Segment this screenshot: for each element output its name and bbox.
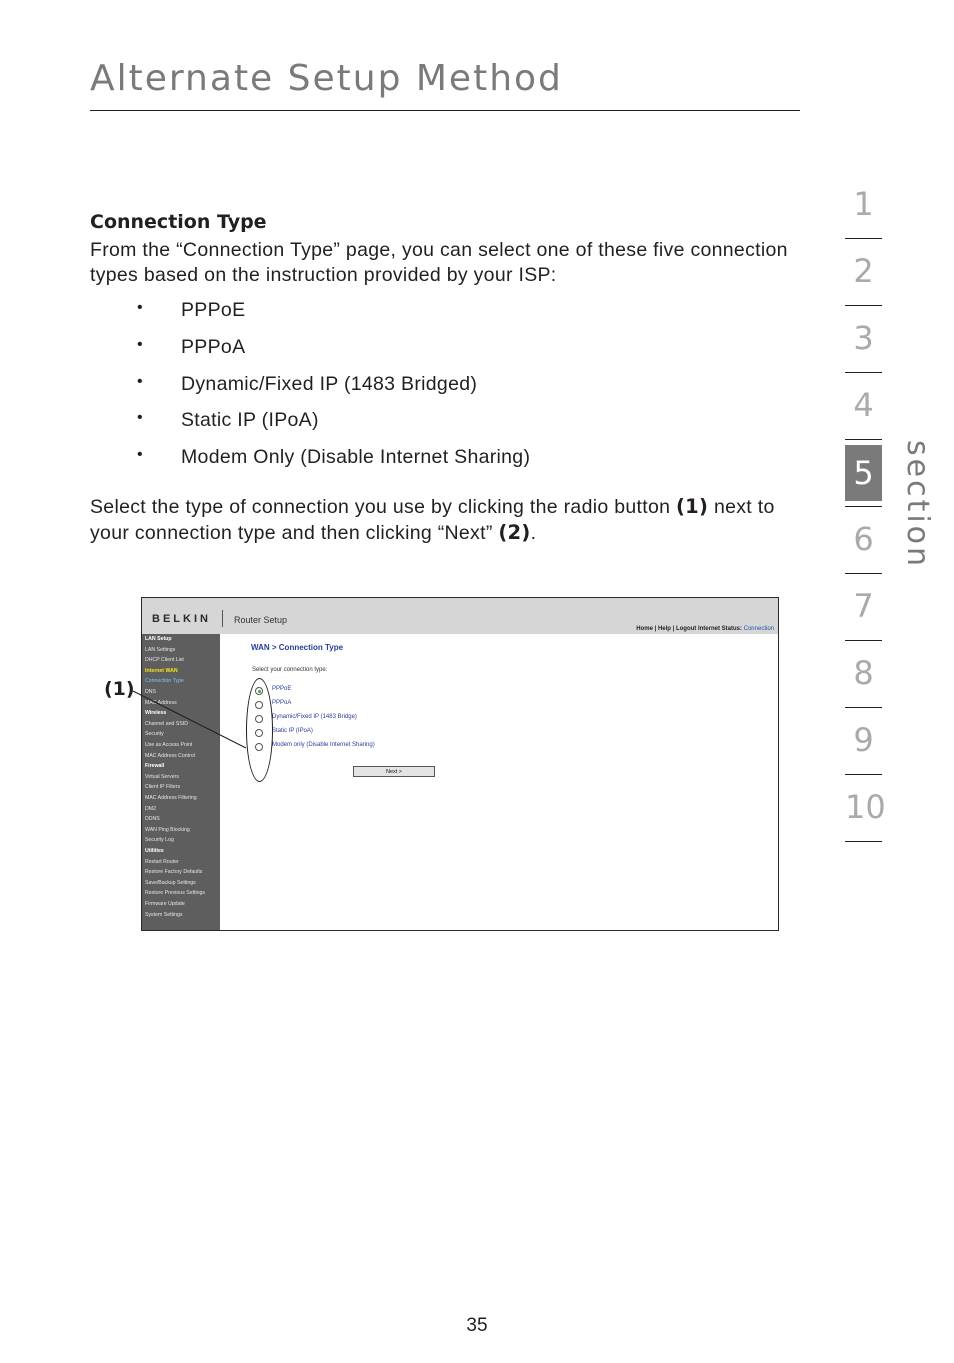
sidebar-item[interactable]: Security bbox=[145, 731, 164, 738]
bullet-icon: • bbox=[137, 299, 143, 316]
list-item-text: Modem Only (Disable Internet Sharing) bbox=[181, 446, 531, 469]
sidebar-item[interactable]: System Settings bbox=[145, 911, 183, 918]
sidebar-item[interactable]: MAC Address bbox=[145, 699, 177, 706]
section-tab-number: 10 bbox=[845, 788, 886, 826]
instruction-text: Select the type of connection you use by clicking the radio button bbox=[90, 496, 676, 518]
sidebar-item[interactable]: Use as Access Point bbox=[145, 742, 193, 748]
section-tab-number-active: 5 bbox=[845, 445, 882, 501]
bullet-icon: • bbox=[137, 335, 143, 353]
list-item-text: PPPoA bbox=[181, 335, 246, 358]
callout-1-label: (1) bbox=[104, 678, 135, 700]
brand-logo: BELKIN bbox=[152, 613, 211, 625]
sidebar-item[interactable]: WAN Ping Blocking bbox=[145, 826, 190, 833]
section-tab-number: 7 bbox=[853, 587, 874, 625]
section-tab-number: 1 bbox=[853, 185, 874, 223]
next-button[interactable]: Next > bbox=[353, 766, 435, 777]
sidebar-item[interactable]: DDNS bbox=[145, 816, 160, 823]
sidebar-item[interactable]: Firmware Update bbox=[145, 901, 185, 907]
option-label: Dynamic/Fixed IP (1483 Bridge) bbox=[272, 714, 357, 720]
bullet-icon: • bbox=[137, 409, 143, 427]
list-item-text: Dynamic/Fixed IP (1483 Bridged) bbox=[181, 372, 478, 395]
option-label: PPPoE bbox=[272, 686, 292, 692]
sidebar-item[interactable]: DNS bbox=[145, 689, 156, 695]
sidebar-item[interactable]: Virtual Servers bbox=[145, 773, 179, 780]
list-item-text: Static IP (IPoA) bbox=[181, 409, 319, 432]
top-links-text: Home | Help | Logout Internet Status: bbox=[636, 626, 744, 632]
intro-paragraph: From the “Connection Type” page, you can select one of these five connection types based on the instruction provided by your ISP: bbox=[90, 239, 788, 286]
sidebar-heading: Wireless bbox=[145, 710, 167, 717]
section-tab-number: 4 bbox=[853, 386, 874, 424]
sidebar-item[interactable]: Restore Factory Defaults bbox=[145, 869, 203, 876]
sidebar-item[interactable]: Security Log bbox=[145, 837, 174, 844]
sidebar-item[interactable]: LAN Settings bbox=[145, 646, 176, 653]
sidebar-item[interactable]: Save/Backup Settings bbox=[145, 879, 196, 886]
callout-2-ref: (2) bbox=[498, 521, 531, 544]
instruction-text: next to your connection type and then clicking “Next” bbox=[90, 496, 775, 544]
wan-page-title: WAN > Connection Type bbox=[251, 643, 344, 652]
sidebar-item[interactable]: DHCP Client List bbox=[145, 657, 184, 664]
sidebar-item[interactable]: MAC Address Filtering bbox=[145, 795, 197, 801]
section-tab-number: 6 bbox=[853, 520, 874, 558]
section-heading: Connection Type bbox=[90, 211, 267, 233]
section-tab-number: 8 bbox=[853, 654, 874, 692]
internet-status: Connection bbox=[743, 626, 774, 632]
sidebar-heading: LAN Setup bbox=[145, 636, 172, 642]
leader-line bbox=[133, 691, 246, 748]
sidebar-item[interactable]: Channel and SSID bbox=[145, 720, 188, 727]
sidebar-heading: Firewall bbox=[145, 763, 165, 770]
callout-1-ref: (1) bbox=[675, 495, 709, 518]
sidebar-item[interactable]: Restore Previous Settings bbox=[145, 890, 205, 897]
app-title: Router Setup bbox=[234, 615, 288, 625]
bullet-icon: • bbox=[137, 446, 143, 464]
sidebar-heading[interactable]: Internet WAN bbox=[145, 667, 178, 674]
sidebar-item[interactable]: Restart Router bbox=[145, 858, 179, 865]
sidebar-item[interactable]: Client IP Filters bbox=[145, 784, 181, 791]
option-label: PPPoA bbox=[272, 700, 292, 706]
sidebar-item[interactable]: Connection Type bbox=[145, 678, 184, 685]
section-label: section bbox=[900, 440, 935, 570]
option-label: Modem only (Disable Internet Sharing) bbox=[272, 742, 375, 748]
sidebar-heading: Utilities bbox=[145, 848, 164, 854]
bullet-icon: • bbox=[137, 372, 143, 390]
page-number: 35 bbox=[466, 1315, 488, 1336]
section-tab-number: 3 bbox=[853, 319, 874, 357]
sidebar-item[interactable]: DMZ bbox=[145, 805, 157, 812]
section-tab-number: 9 bbox=[853, 721, 874, 759]
list-item-text: PPPoE bbox=[181, 299, 246, 321]
instruction-text: . bbox=[530, 522, 537, 544]
select-prompt: Select your connection type: bbox=[252, 667, 328, 673]
sidebar-item[interactable]: MAC Address Control bbox=[145, 752, 195, 759]
section-tab-number: 2 bbox=[853, 252, 874, 290]
page-title: Alternate Setup Method bbox=[90, 58, 563, 99]
option-label: Static IP (IPoA) bbox=[272, 728, 313, 734]
